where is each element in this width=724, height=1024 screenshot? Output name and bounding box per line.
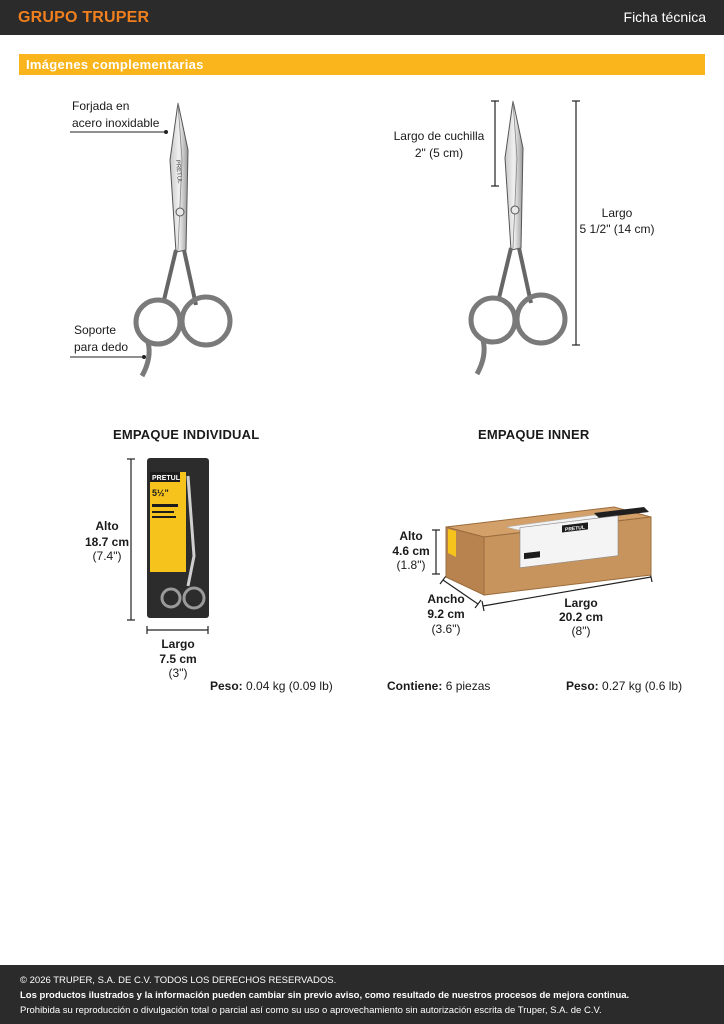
inner-width-cm: 9.2 cm — [427, 607, 465, 621]
individual-length-in: (3") — [168, 666, 188, 680]
copyright-line: © 2026 TRUPER, S.A. DE C.V. TODOS LOS DERECHOS RESERVADOS. — [20, 975, 337, 986]
inner-box-brand: PRETUL — [565, 524, 585, 534]
disclaimer-line: Los productos ilustrados y la información pueden cambiar sin previo aviso, como resultado de nuestros procesos de mejora continua. — [20, 990, 630, 1001]
finger-rest-label-line2: para dedo — [74, 340, 129, 354]
individual-weight-label: Peso: — [210, 679, 243, 693]
inner-box-image — [444, 505, 659, 605]
truper-logo: GRUPO TRUPER — [18, 9, 150, 26]
inner-contents-label: Contiene: — [387, 679, 443, 693]
inner-height-cm: 4.6 cm — [392, 544, 430, 558]
inner-height-in: (1.8") — [396, 558, 426, 572]
inner-contents-value: 6 piezas — [445, 679, 491, 693]
inner-height-label: Alto — [399, 529, 423, 543]
individual-package-size: 5½" — [152, 488, 169, 498]
inner-width-in: (3.6") — [431, 622, 461, 636]
material-label-line1: Forjada en — [72, 99, 130, 113]
finger-rest-label-line1: Soporte — [74, 323, 117, 337]
inner-weight-value: 0.27 kg (0.6 lb) — [602, 679, 683, 693]
total-length-value: 5 1/2" (14 cm) — [579, 222, 655, 236]
individual-height-in: (7.4") — [92, 549, 122, 563]
inner-weight-label: Peso: — [566, 679, 599, 693]
blade-length-label: Largo de cuchilla — [393, 129, 485, 143]
blade-length-value: 2" (5 cm) — [414, 146, 464, 160]
inner-length-in: (8") — [571, 624, 591, 638]
section-title: Imágenes complementarias — [26, 57, 204, 72]
individual-length-label: Largo — [161, 637, 195, 651]
material-label-line2: acero inoxidable — [72, 116, 160, 130]
document-type-label: Ficha técnica — [623, 9, 706, 25]
individual-package-brand: PRETUL — [152, 475, 180, 482]
legal-footer — [0, 965, 724, 1024]
individual-length-cm: 7.5 cm — [159, 652, 197, 666]
total-length-label: Largo — [601, 206, 633, 220]
inner-length-cm: 20.2 cm — [558, 610, 604, 624]
scissors-engraving: PRETUL — [174, 159, 183, 184]
individual-package-heading: EMPAQUE INDIVIDUAL — [113, 427, 260, 442]
individual-weight-value: 0.04 kg (0.09 lb) — [246, 679, 333, 693]
prohibition-line: Prohibida su reproducción o divulgación total o parcial así como su uso o aprovechamiento sin autorización escrita de Truper, S.A. de C.V. — [20, 1005, 602, 1016]
inner-package-heading: EMPAQUE INNER — [478, 427, 590, 442]
individual-height-cm: 18.7 cm — [84, 535, 130, 549]
inner-width-label: Ancho — [427, 592, 465, 606]
individual-height-label: Alto — [95, 519, 119, 533]
inner-length-label: Largo — [564, 596, 598, 610]
